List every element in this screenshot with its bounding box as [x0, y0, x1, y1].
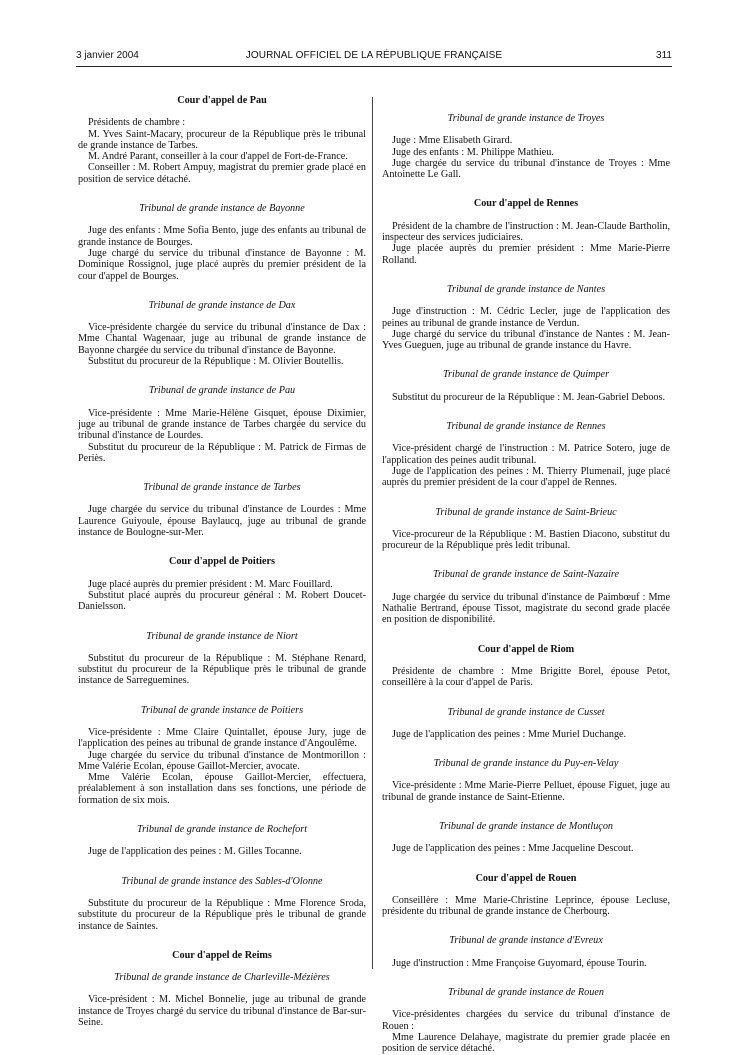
issue-date: 3 janvier 2004 [76, 50, 139, 61]
appointment-entry: Vice-présidente chargée du service du tribunal d'instance de Dax : Mme Chantal Wagenaar, juge au tribunal de grande instance de Bayonne chargée du service du tribunal d'instance de Bayonne. [78, 322, 366, 356]
appointment-entry: Juge de l'application des peines : M. Thierry Plumenail, juge placé auprès du premier président de la cour d'appel de Rennes. [382, 465, 670, 489]
appointment-entry: Juge des enfants : Mme Sofia Bento, juge des enfants au tribunal de grande instance de Bourges. [78, 225, 366, 248]
appointment-entry: Juge chargée du service du tribunal d'instance de Paimbœuf : Mme Nathalie Bertrand, épouse Tissot, magistrate du second grade placée en position de disponibilité. [382, 591, 670, 626]
left-column [78, 95, 366, 1028]
appointment-entry: Juge des enfants : M. Philippe Mathieu. [392, 146, 554, 158]
court-heading: Cour d'appel de Pau [177, 95, 267, 106]
tribunal-heading: Tribunal de grande instance de Quimper [442, 369, 610, 381]
appointment-entry: Vice-présidente : Mme Claire Quintallet, épouse Jury, juge de l'application des peines au tribunal de grande instance d'Angoulême. [78, 726, 366, 750]
tribunal-heading: Tribunal de grande instance de Dax [148, 299, 296, 311]
tribunal-heading: Tribunal de grande instance de Rouen [448, 987, 604, 999]
appointment-entry: Vice-présidente : Mme Marie-Hélène Gisquet, épouse Diximier, juge au tribunal de grande instance de Tarbes chargée du service du tribunal d'instance de Lourdes. [78, 407, 366, 442]
tribunal-heading: Tribunal de grande instance de Rennes [446, 421, 606, 433]
tribunal-heading: Tribunal de grande instance de Montluçon [438, 820, 614, 832]
appointment-entry: M. André Parant, conseiller à la cour d'appel de Fort-de-France. [88, 151, 348, 163]
appointment-entry: Juge placé auprès du premier président : M. Marc Fouillard. [88, 578, 333, 590]
appointment-entry: Président de la chambre de l'instruction : M. Jean-Claude Bartholin, inspecteur des services judiciaires. [382, 220, 670, 244]
appointment-entry: Vice-présidentes chargées du service du tribunal d'instance de Rouen : [382, 1009, 670, 1032]
tribunal-heading: Tribunal de grande instance de Pau [148, 385, 296, 397]
journal-title: JOURNAL OFFICIEL DE LA RÉPUBLIQUE FRANÇAISE [245, 50, 503, 61]
appointment-entry: Substitut du procureur de la République : M. Olivier Boutellis. [88, 356, 344, 368]
column-divider [372, 97, 373, 969]
appointment-entry: Conseillère : Mme Marie-Christine Leprince, épouse Lecluse, présidente du tribunal de grande instance de Cherbourg. [382, 894, 670, 918]
appointment-entry: Juge de l'application des peines : M. Gilles Tocanne. [88, 846, 302, 858]
tribunal-heading: Tribunal de grande instance de Cusset [447, 706, 605, 718]
page-header [76, 50, 672, 66]
appointment-entry: Juge chargée du service du tribunal d'instance de Montmorillon : Mme Valérie Ecolan, épouse Gaillot-Mercier, avocate. [78, 749, 366, 772]
appointment-entry: Substitut du procureur de la République : M. Jean-Gabriel Deboos. [392, 391, 666, 403]
appointment-entry: Substitut du procureur de la République : M. Stéphane Renard, substitut du procureur de la République près le tribunal de grande instance de Sarreguemines. [78, 652, 366, 687]
appointment-entry: Mme Laurence Delahaye, magistrate du premier grade placée en position de service détaché. [382, 1031, 670, 1055]
tribunal-heading: Tribunal de grande instance de Saint-Brieuc [435, 506, 617, 518]
appointment-entry: Juge : Mme Elisabeth Girard. [392, 135, 513, 147]
court-heading: Cour d'appel de Rennes [473, 198, 579, 210]
appointment-entry: Vice-procureur de la République : M. Bastien Diacono, substitut du procureur de la République près ledit tribunal. [382, 528, 670, 552]
tribunal-heading: Tribunal de grande instance de Rochefort [136, 824, 308, 836]
appointment-entry: Vice-président : M. Michel Bonnelie, juge au tribunal de grande instance de Troyes chargé du service du tribunal d'instance de Bar-sur-Seine. [78, 994, 366, 1029]
appointment-entry: Juge chargée du service du tribunal d'instance de Troyes : Mme Antoinette Le Gall. [382, 157, 670, 181]
appointment-entry: Juge de l'application des peines : Mme Muriel Duchange. [392, 728, 627, 740]
appointment-entry: Présidente de chambre : Mme Brigitte Borel, épouse Petot, conseillère à la cour d'appel de Paris. [382, 665, 670, 689]
tribunal-heading: Tribunal de grande instance des Sables-d'Olonne [121, 875, 323, 887]
tribunal-heading: Tribunal de grande instance de Poitiers [140, 704, 304, 716]
tribunal-heading: Tribunal de grande instance du Puy-en-Velay [433, 758, 619, 770]
appointment-entry: Présidents de chambre : [88, 117, 186, 129]
tribunal-heading: Tribunal de grande instance de Tarbes [143, 482, 301, 494]
tribunal-heading: Tribunal de grande instance de Bayonne [139, 203, 305, 215]
appointment-entry: Mme Valérie Ecolan, épouse Gaillot-Mercier, effectuera, préalablement à son installation dans ses fonctions, une période de formation de six mois. [78, 772, 366, 806]
tribunal-heading: Tribunal de grande instance de Charleville-Mézières [114, 972, 330, 984]
appointment-entry: Substitut du procureur de la République : M. Patrick de Firmas de Periès. [78, 441, 366, 464]
tribunal-heading: Tribunal de grande instance de Troyes [447, 113, 605, 124]
appointment-entry: Juge de l'application des peines : Mme Jacqueline Descout. [392, 843, 634, 855]
appointment-entry: Juge chargé du service du tribunal d'instance de Bayonne : M. Dominique Rossignol, juge placé auprès du premier président de la cour d'appel de Bourges. [78, 247, 366, 282]
tribunal-heading: Tribunal de grande instance de Niort [146, 630, 298, 642]
appointment-entry: Juge chargée du service du tribunal d'instance de Lourdes : Mme Laurence Guiyoule, épouse Baylaucq, juge au tribunal de grande instance de Boulogne-sur-Mer. [78, 504, 366, 539]
appointment-entry: Vice-présidente : Mme Marie-Pierre Pelluet, épouse Figuet, juge au tribunal de grande instance de Saint-Etienne. [382, 780, 670, 803]
appointment-entry: Juge d'instruction : M. Cédric Lecler, juge de l'application des peines au tribunal de grande instance de Verdun. [382, 306, 670, 329]
court-heading: Cour d'appel de Reims [172, 949, 272, 961]
appointment-entry: Juge d'instruction : Mme Françoise Guyomard, épouse Tourin. [392, 957, 647, 969]
appointment-entry: Substitut placé auprès du procureur général : M. Robert Doucet-Danielsson. [78, 589, 366, 613]
tribunal-heading: Tribunal de grande instance d'Evreux [449, 935, 603, 947]
appointment-entry: Vice-président chargé de l'instruction : M. Patrice Sotero, juge de l'application des peines audit tribunal. [382, 443, 670, 466]
appointment-entry: Substitute du procureur de la République : Mme Florence Sroda, substitute du procureur de la République près le tribunal de grande instance de Saintes. [78, 897, 366, 932]
appointment-entry: Juge chargé du service du tribunal d'instance de Nantes : M. Jean-Yves Gueguen, juge au tribunal de grande instance du Havre. [382, 328, 670, 352]
header-rule [76, 66, 672, 67]
appointment-entry: Juge placée auprès du premier président : Mme Marie-Pierre Rolland. [382, 243, 670, 266]
page-number: 311 [656, 50, 672, 61]
court-heading: Cour d'appel de Rouen [475, 872, 577, 884]
court-heading: Cour d'appel de Poitiers [169, 556, 275, 568]
tribunal-heading: Tribunal de grande instance de Nantes [446, 283, 606, 295]
court-heading: Cour d'appel de Riom [477, 643, 575, 655]
right-column [382, 95, 670, 1055]
appointment-entry: M. Yves Saint-Macary, procureur de la République près le tribunal de grande instance de Tarbes. [78, 128, 366, 151]
tribunal-heading: Tribunal de grande instance de Saint-Nazaire [432, 569, 620, 581]
appointment-entry: Conseiller : M. Robert Ampuy, magistrat du premier grade placé en position de service détaché. [78, 162, 366, 185]
